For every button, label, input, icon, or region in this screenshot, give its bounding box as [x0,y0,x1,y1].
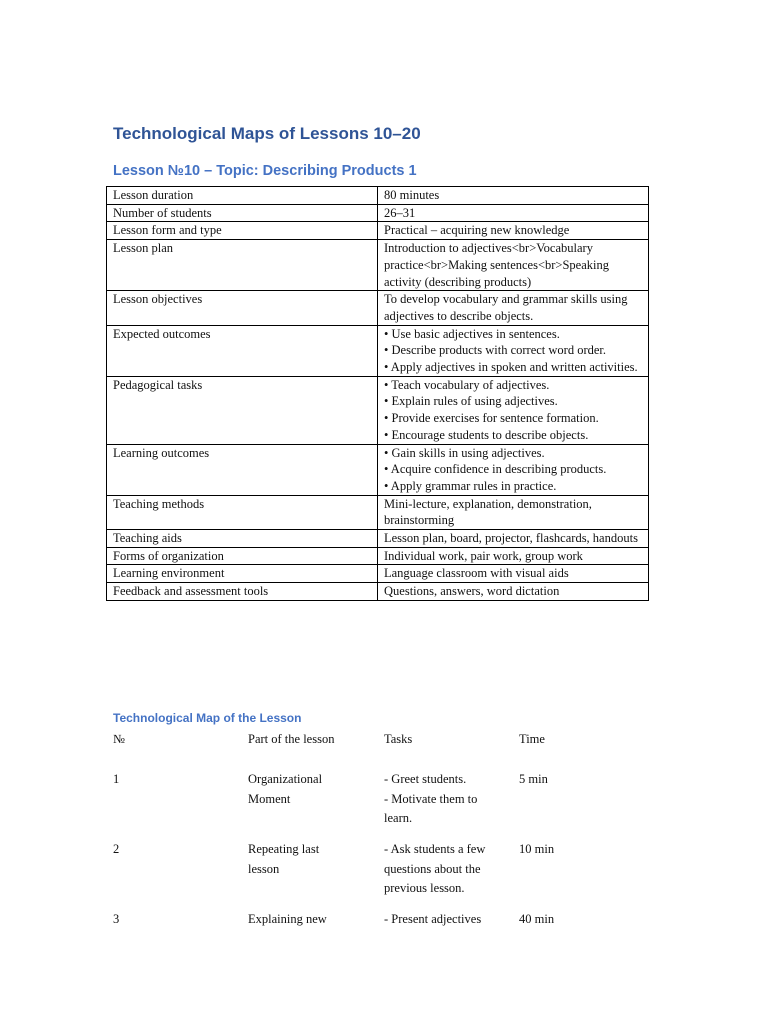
row-label: Lesson objectives [107,291,378,325]
row-label: Lesson form and type [107,222,378,240]
document-title: Technological Maps of Lessons 10–20 [113,124,421,143]
map-row [113,770,653,840]
row-value-line: • Use basic adjectives in sentences. [384,326,560,341]
map-row-tasks [384,840,514,899]
map-column-header: Part of the lesson [248,732,335,746]
map-row-part-line: lesson [248,861,280,876]
row-value-line: 80 minutes [384,188,440,202]
map-heading: Technological Map of the Lesson [113,711,302,725]
map-row-time: 10 min [519,842,555,856]
table-row [107,222,649,240]
row-value [378,547,649,565]
table-row [107,565,649,583]
row-value [378,187,649,205]
row-label: Number of students [107,204,378,222]
row-value-line: Questions, answers, word dictation [384,584,560,599]
row-value [378,291,649,325]
table-row [107,187,649,205]
table-row [107,204,649,222]
map-row-task-line: - Present adjectives [384,912,482,926]
table-row [107,547,649,565]
row-value-line: • Gain skills in using adjectives. [384,445,545,460]
row-value-line: To develop vocabulary and grammar skills using adjectives to describe objects. [384,292,628,323]
row-value-line: Individual work, pair work, group work [384,548,583,563]
row-label: Feedback and assessment tools [107,583,378,601]
row-value-line: • Apply adjectives in spoken and written activities. [384,360,638,375]
map-row-task-line: - Motivate them to [384,791,478,806]
map-column-header: Tasks [384,732,413,746]
technological-map [113,730,653,950]
map-column-header: № [113,732,125,746]
row-value-line: • Explain rules of using adjectives. [384,394,558,409]
row-label: Learning environment [107,565,378,583]
map-row-task-line: previous lesson. [384,881,465,895]
row-value-line: Mini-lecture, explanation, demonstration, brainstorming [384,496,592,528]
row-value-line: • Acquire confidence in describing products. [384,462,607,477]
map-row [113,840,653,910]
row-value [378,565,649,583]
row-value-line: Language classroom with visual aids [384,566,569,581]
map-row-task-line: - Ask students a few [384,842,486,856]
row-value [378,222,649,240]
map-column-header: Time [519,732,545,746]
row-value-line: • Describe products with correct word order. [384,343,607,358]
row-value [378,444,649,495]
row-value [378,495,649,529]
table-row [107,240,649,291]
row-value-line: Practical – acquiring new knowledge [384,223,570,238]
row-value [378,530,649,548]
row-value [378,376,649,444]
row-value [378,325,649,376]
map-row-part [248,840,378,879]
table-row [107,291,649,325]
map-row-part-line: Repeating last [248,842,320,856]
table-row [107,325,649,376]
row-label: Lesson duration [107,187,378,205]
map-row-part-line: Moment [248,791,291,806]
row-value-line: Introduction to adjectives<br>Vocabulary practice<br>Making sentences<br>Speaking activity (describing products) [384,241,609,289]
table-row [107,376,649,444]
row-value-line: Lesson plan, board, projector, flashcards, handouts [384,531,638,546]
map-row-part [248,770,378,809]
map-row-task-line: - Greet students. [384,772,467,786]
table-row [107,530,649,548]
map-header-row [113,730,653,770]
table-row [107,444,649,495]
row-value [378,583,649,601]
row-value-line: • Provide exercises for sentence formation. [384,411,599,426]
map-row-time: 40 min [519,912,555,926]
map-row-part-line: Explaining new [248,912,327,926]
row-value [378,240,649,291]
row-value-line: • Encourage students to describe objects. [384,427,589,442]
row-label: Lesson plan [107,240,378,291]
map-row-number: 2 [113,842,120,856]
row-value-line: 26–31 [384,205,416,220]
row-label: Forms of organization [107,547,378,565]
row-value [378,204,649,222]
map-row-part [248,910,378,930]
map-row-number: 3 [113,912,120,926]
row-label: Expected outcomes [107,325,378,376]
map-row-part-line: Organizational [248,772,323,786]
row-value-line: • Apply grammar rules in practice. [384,478,557,493]
row-value-line: • Teach vocabulary of adjectives. [384,377,550,392]
row-label: Teaching methods [107,495,378,529]
map-row-time: 5 min [519,772,548,786]
table-row [107,583,649,601]
lesson-heading: Lesson №10 – Topic: Describing Products 1 [113,163,417,179]
table-row [107,495,649,529]
lesson-info-table [106,186,649,601]
row-label: Pedagogical tasks [107,376,378,444]
map-row-task-line: questions about the [384,861,481,876]
row-label: Teaching aids [107,530,378,548]
map-row-tasks [384,770,514,829]
map-row [113,910,653,950]
map-row-number: 1 [113,772,120,786]
map-row-tasks [384,910,514,930]
row-label: Learning outcomes [107,444,378,495]
map-row-task-line: learn. [384,811,413,825]
